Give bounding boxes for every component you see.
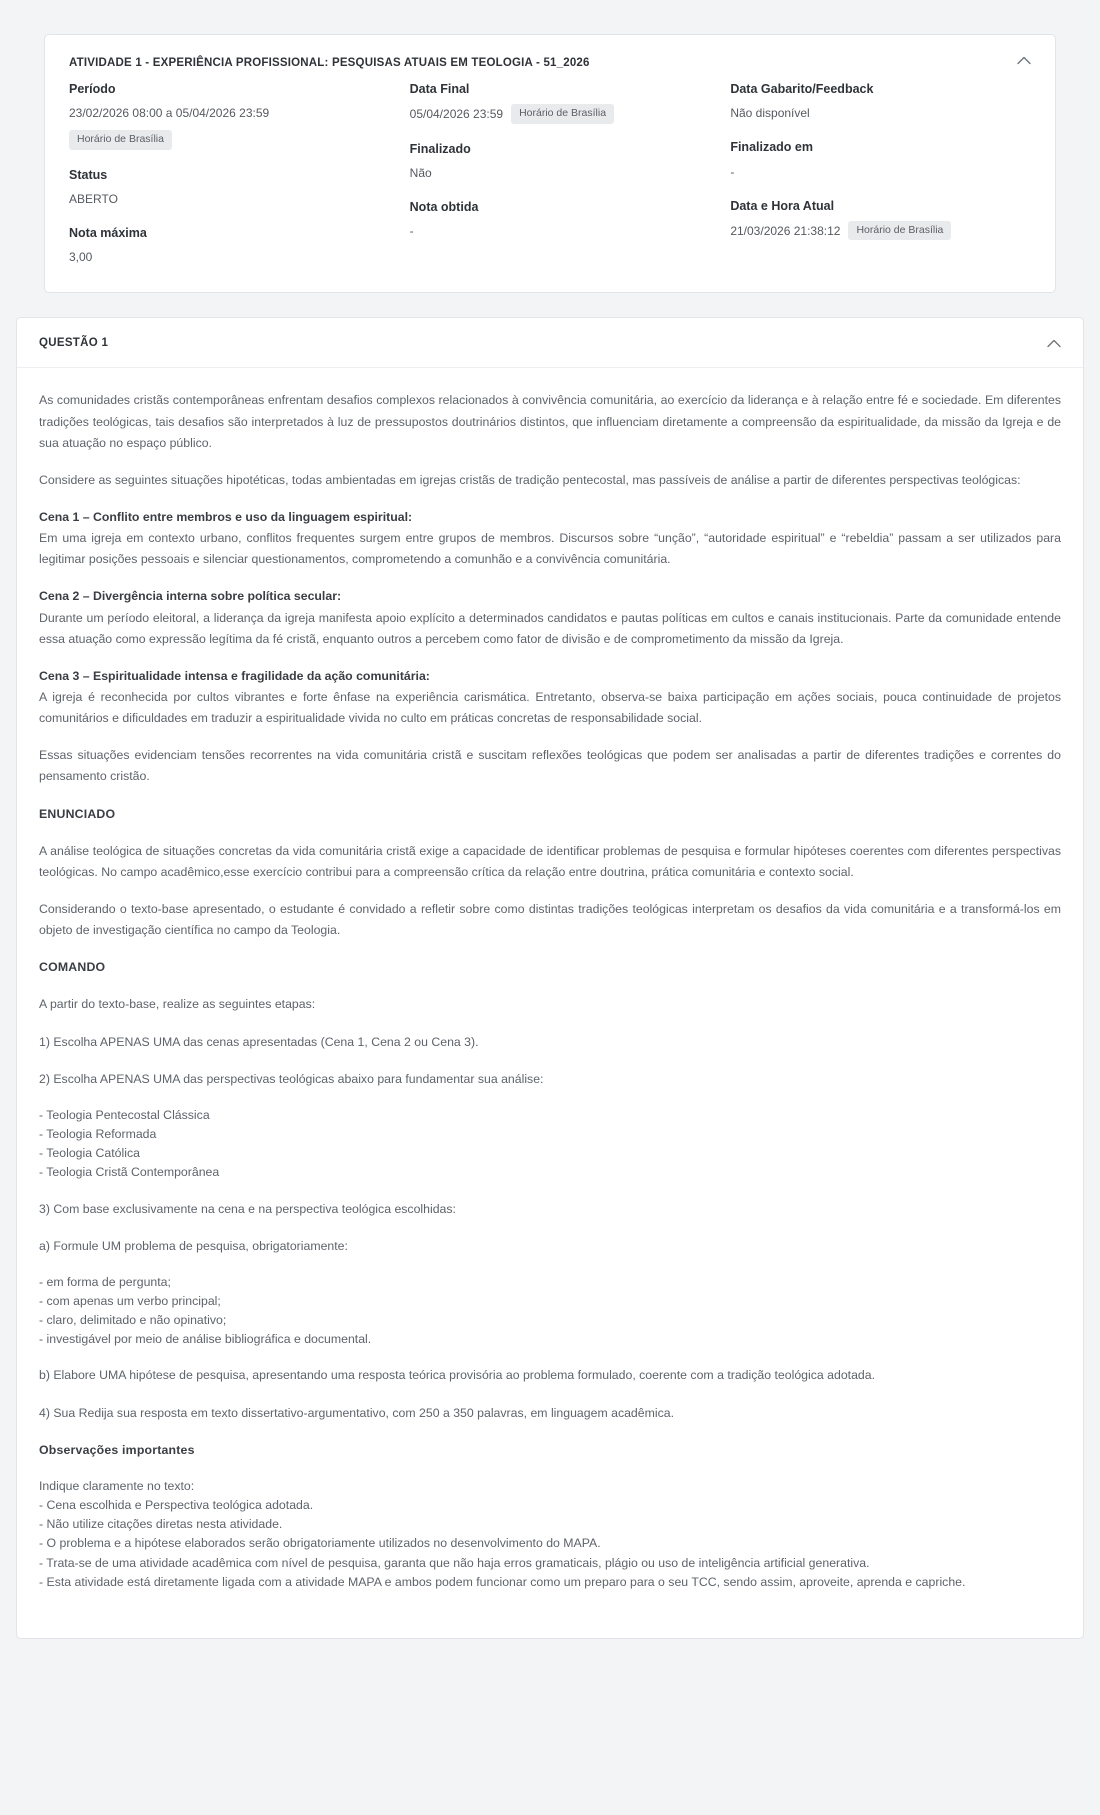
- scene-3-title: Cena 3 – Espiritualidade intensa e fragilidade da ação comunitária:: [39, 668, 430, 683]
- timezone-badge: Horário de Brasília: [848, 221, 951, 241]
- field-nota-maxima-label: Nota máxima: [69, 226, 147, 241]
- list-item: - claro, delimitado e não opinativo;: [39, 1313, 227, 1328]
- scene-2-body: Durante um período eleitoral, a liderança da igreja manifesta apoio explícito a determinados candidatos e pautas políticas em cultos e canais institucionais. Parte da comunidade entende essa atuação como expressão legítima da fé cristã, enquanto outros a percebem como fator de divisão e de comprometimento da missão da Igreja.: [39, 610, 1061, 646]
- timezone-badge: Horário de Brasília: [69, 130, 172, 150]
- field-status: [69, 167, 390, 208]
- field-finalizado-em-label: Finalizado em: [730, 140, 813, 155]
- comando-step-1: 1) Escolha APENAS UMA das cenas apresentadas (Cena 1, Cena 2 ou Cena 3).: [39, 1034, 479, 1049]
- comando-label: COMANDO: [39, 960, 106, 975]
- list-item: - em forma de pergunta;: [39, 1274, 171, 1289]
- timezone-badge: Horário de Brasília: [511, 104, 614, 124]
- activity-column-1: [69, 81, 390, 266]
- activity-summary-card: [44, 34, 1056, 293]
- enunciado-paragraph-1: A análise teológica de situações concretas da vida comunitária cristã exige a capacidade de identificar problemas de pesquisa e formular hipóteses coerentes com diferentes perspectivas teológicas. No campo acadêmico,esse exercício contribui para a compreensão crítica da relação entre doutrina, prática comunitária e contexto social.: [39, 843, 1061, 879]
- activity-column-3: [710, 81, 1031, 266]
- field-nota-maxima: [69, 225, 390, 266]
- enunciado-label: ENUNCIADO: [39, 806, 116, 821]
- field-data-hora-atual-value: 21/03/2026 21:38:12: [730, 223, 841, 238]
- field-finalizado-value: Não: [409, 166, 432, 181]
- list-item: - O problema e a hipótese elaborados serão obrigatoriamente utilizados no desenvolvimento do MAPA.: [39, 1536, 601, 1551]
- field-data-hora-atual: [730, 198, 1031, 241]
- list-item: - Teologia Pentecostal Clássica: [39, 1107, 210, 1122]
- question-card: [16, 317, 1084, 1638]
- list-item: - com apenas um verbo principal;: [39, 1293, 221, 1308]
- field-nota-maxima-value: 3,00: [69, 250, 93, 265]
- chevron-up-icon[interactable]: [1017, 56, 1031, 65]
- question-body: [17, 368, 1083, 1637]
- comando-intro: A partir do texto-base, realize as seguintes etapas:: [39, 997, 316, 1012]
- comando-step-4: 4) Sua Redija sua resposta em texto dissertativo-argumentativo, com 250 a 350 palavras, em linguagem acadêmica.: [39, 1405, 674, 1420]
- intro-paragraph-1: As comunidades cristãs contemporâneas enfrentam desafios complexos relacionados à convivência comunitária, ao exercício da liderança e à relação entre fé e sociedade. Em diferentes tradições teológicas, tais desafios são interpretados à luz de pressupostos doutrinários distintos, que influenciam diretamente a compreensão da espiritualidade, da missão da Igreja e de sua atuação no espaço público.: [39, 393, 1061, 450]
- field-nota-obtida-label: Nota obtida: [409, 200, 479, 215]
- activity-title: ATIVIDADE 1 - EXPERIÊNCIA PROFISSIONAL: PESQUISAS ATUAIS EM TEOLOGIA - 51_2026: [69, 57, 590, 69]
- list-item: - Esta atividade está diretamente ligada com a atividade MAPA e ambos podem funcionar como um preparo para o seu TCC, sendo assim, aproveite, aprenda e capriche.: [39, 1574, 966, 1589]
- field-finalizado-label: Finalizado: [409, 141, 471, 156]
- observacoes-label: Observações importantes: [39, 1442, 195, 1457]
- activity-card-header[interactable]: [45, 35, 1055, 75]
- list-item: - Teologia Católica: [39, 1146, 140, 1161]
- field-data-final-value-row: [410, 104, 711, 124]
- field-nota-obtida-value: -: [409, 224, 414, 239]
- list-item: - investigável por meio de análise bibliográfica e documental.: [39, 1332, 372, 1347]
- comando-step-3: 3) Com base exclusivamente na cena e na perspectiva teológica escolhidas:: [39, 1201, 456, 1216]
- activity-column-2: [390, 81, 711, 266]
- activity-fields-grid: [45, 75, 1055, 292]
- field-data-hora-atual-label: Data e Hora Atual: [730, 198, 835, 213]
- comando-step-2: 2) Escolha APENAS UMA das perspectivas teológicas abaixo para fundamentar sua análise:: [39, 1071, 544, 1086]
- intro-paragraph-2: Considere as seguintes situações hipotéticas, todas ambientadas em igrejas cristãs de tradição pentecostal, mas passíveis de análise a partir de diferentes perspectivas teológicas:: [39, 472, 1021, 487]
- status-badge: ABERTO: [69, 192, 118, 207]
- list-item: - Teologia Cristã Contemporânea: [39, 1165, 220, 1180]
- comando-step-3a: a) Formule UM problema de pesquisa, obrigatoriamente:: [39, 1238, 348, 1253]
- field-periodo-value: 23/02/2026 08:00 a 05/04/2026 23:59: [69, 106, 270, 121]
- scene-1-body: Em uma igreja em contexto urbano, conflitos frequentes surgem entre grupos de membros. Discursos sobre “unção”, “autoridade espiritual” e “rebeldia” passam a ser utilizados para legitimar posições pessoais e silenciar questionamentos, comprometendo a comunhão e a convivência comunitária.: [39, 531, 1061, 567]
- field-data-gabarito-value: Não disponível: [730, 106, 810, 121]
- problem-criteria-list: [39, 1273, 1061, 1350]
- field-data-gabarito-label: Data Gabarito/Feedback: [730, 82, 874, 97]
- field-periodo: [69, 81, 390, 150]
- list-item: - Teologia Reformada: [39, 1126, 157, 1141]
- field-finalizado-em-value: -: [730, 164, 735, 179]
- perspectives-list: [39, 1106, 1061, 1183]
- chevron-up-icon[interactable]: [1047, 339, 1061, 348]
- scene-2-title: Cena 2 – Divergência interna sobre política secular:: [39, 589, 342, 604]
- list-item: - Não utilize citações diretas nesta atividade.: [39, 1517, 283, 1532]
- scene-3-body: A igreja é reconhecida por cultos vibrantes e forte ênfase na experiência carismática. Entretanto, observa-se baixa participação em ações sociais, pouca continuidade de projetos comunitários e dificuldades em traduzir a espiritualidade vivida no culto em práticas concretas de responsabilidade social.: [39, 689, 1061, 726]
- observacoes-list: [39, 1477, 1061, 1592]
- scene-1-title: Cena 1 – Conflito entre membros e uso da linguagem espiritual:: [39, 510, 413, 524]
- question-title: QUESTÃO 1: [39, 337, 109, 350]
- field-status-label: Status: [69, 167, 108, 182]
- enunciado-paragraph-2: Considerando o texto-base apresentado, o estudante é convidado a refletir sobre como distintas tradições teológicas interpretam os desafios da vida comunitária e a transformá-los em objeto de investigação científica no campo da Teologia.: [39, 901, 1061, 938]
- field-nota-obtida: [410, 199, 711, 240]
- observacoes-intro: Indique claramente no texto:: [39, 1478, 195, 1493]
- field-finalizado: [410, 141, 711, 182]
- list-item: - Cena escolhida e Perspectiva teológica adotada.: [39, 1498, 314, 1513]
- field-data-final: [410, 81, 711, 124]
- list-item: - Trata-se de uma atividade acadêmica com nível de pesquisa, garanta que não haja erros gramaticais, plágio ou uso de inteligência artificial generativa.: [39, 1555, 870, 1570]
- comando-step-3b: b) Elabore UMA hipótese de pesquisa, apresentando uma resposta teórica provisória ao problema formulado, coerente com a tradição teológica adotada.: [39, 1368, 876, 1383]
- field-data-final-label: Data Final: [409, 82, 470, 97]
- field-data-final-value: 05/04/2026 23:59: [409, 107, 504, 122]
- field-finalizado-em: [730, 139, 1031, 180]
- field-data-gabarito: [730, 81, 1031, 122]
- page-root: [0, 34, 1100, 1815]
- question-card-header[interactable]: [17, 318, 1083, 368]
- field-data-hora-atual-value-row: [730, 221, 1031, 241]
- field-periodo-label: Período: [69, 82, 116, 97]
- closing-paragraph: Essas situações evidenciam tensões recorrentes na vida comunitária cristã e suscitam reflexões teológicas que podem ser analisadas a partir de diferentes tradições e correntes do pensamento cristão.: [39, 748, 1061, 784]
